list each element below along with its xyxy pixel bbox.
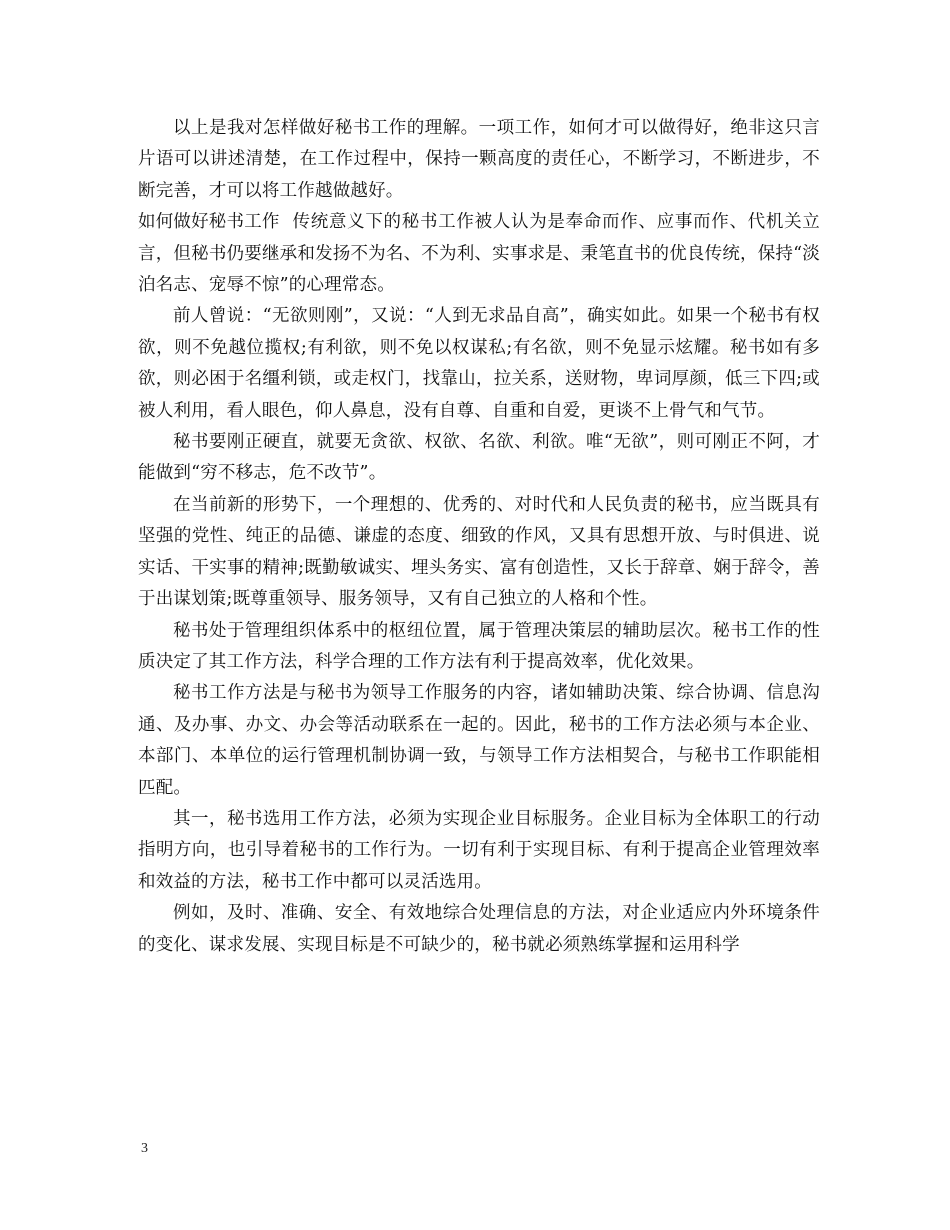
paragraph-example: 例如，及时、准确、安全、有效地综合处理信息的方法，对企业适应内外环境条件的变化、谋求发展、实现目标是不可缺少的，秘书就必须熟练掌握和运用科学 (138, 903, 820, 955)
paragraph-with-heading (138, 207, 820, 301)
document-body (138, 113, 820, 961)
paragraph-first-point: 其一，秘书选用工作方法，必须为实现企业目标服务。企业目标为全体职工的行动指明方向，也引导着秘书的工作行为。一切有利于实现目标、有利于提高企业管理效率和效益的方法，秘书工作中都可以灵活选用。 (138, 808, 820, 892)
paragraph-upright: 秘书要刚正硬直，就要无贪欲、权欲、名欲、利欲。唯“无欲”，则可刚正不阿，才能做到“穷不移志，危不改节”。 (138, 432, 820, 484)
paragraph-ideal-secretary: 在当前新的形势下，一个理想的、优秀的、对时代和人民负责的秘书，应当既具有坚强的党性、纯正的品德、谦虚的态度、细致的作风，又具有思想开放、与时俱进、说实话、干实事的精神;既勤敏诚实、埋头务实、富有创造性，又长于辞章、娴于辞令，善于出谋划策;既尊重领导、服务领导，又有自己独立的人格和个性。 (138, 494, 820, 610)
paragraph-conclusion: 以上是我对怎样做好秘书工作的理解。一项工作，如何才可以做得好，绝非这只言片语可以讲述清楚，在工作过程中，保持一颗高度的责任心，不断学习，不断进步，不断完善，才可以将工作越做越好。 (138, 118, 820, 201)
paragraph-work-methods: 秘书工作方法是与秘书为领导工作服务的内容，诸如辅助决策、综合协调、信息沟通、及办事、办文、办会等活动联系在一起的。因此，秘书的工作方法必须与本企业、本部门、本单位的运行管理机制协调一致，与领导工作方法相契合，与秘书工作职能相匹配。 (138, 683, 820, 798)
page-number: 3 (141, 1141, 148, 1156)
paragraph-no-desire: 前人曾说：“无欲则刚”，又说：“人到无求品自高”，确实如此。如果一个秘书有权欲，则不免越位揽权;有利欲，则不免以权谋私;有名欲，则不免显示炫耀。秘书如有多欲，则必困于名缰利锁，或走权门，找靠山，拉关系，送财物，卑词厚颜，低三下四;或被人利用，看人眼色，仰人鼻息，没有自尊、自重和自爱，更谈不上骨气和气节。 (138, 306, 820, 421)
paragraph-hub-position: 秘书处于管理组织体系中的枢纽位置，属于管理决策层的辅助层次。秘书工作的性质决定了其工作方法，科学合理的工作方法有利于提高效率，优化效果。 (138, 620, 820, 672)
heading-paragraph-text: 传统意义下的秘书工作被人认为是奉命而作、应事而作、代机关立言，但秘书仍要继承和发扬不为名、不为利、实事求是、秉笔直书的优良传统，保持“淡泊名志、宠辱不惊”的心理常态。 (138, 212, 820, 296)
section-heading: 如何做好秘书工作 (138, 212, 280, 233)
